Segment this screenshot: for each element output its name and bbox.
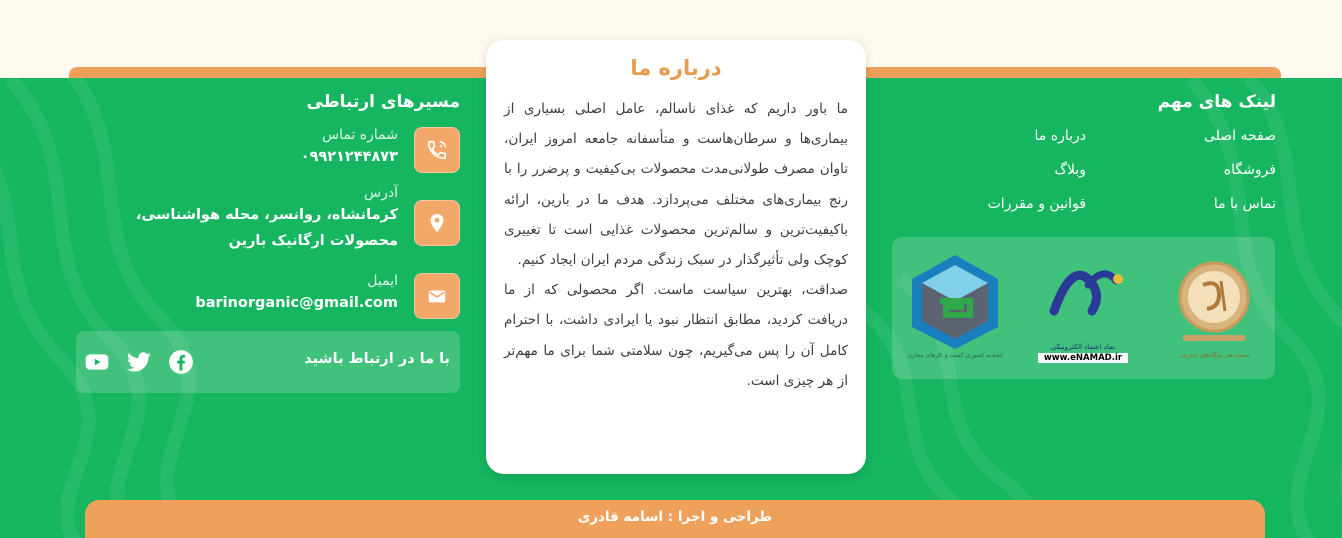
about-card — [486, 40, 866, 474]
social-box — [76, 331, 460, 393]
credit-text: طراحی و اجرا : اسامه قادری — [577, 509, 773, 525]
email-texts — [78, 272, 398, 316]
enamad-logo-icon — [1032, 251, 1134, 341]
etehadiye-badge[interactable] — [904, 251, 1006, 365]
links-grid — [964, 126, 1276, 214]
trust-badges-box — [892, 237, 1275, 379]
phone-value[interactable]: ۰۹۹۲۱۲۴۴۸۷۳ — [300, 149, 398, 165]
phone-icon — [426, 139, 448, 161]
link-blog[interactable]: وبلاگ — [1054, 162, 1086, 178]
social-label: با ما در ارتباط باشید — [304, 351, 450, 367]
samandehi-logo-icon — [1163, 251, 1265, 365]
contact-email — [76, 272, 460, 322]
contact-phone — [76, 126, 460, 176]
location-icon-box[interactable] — [414, 200, 460, 246]
address-texts — [78, 184, 398, 254]
etehadiye-logo-icon — [904, 251, 1006, 351]
link-rules[interactable]: قوانین و مقررات — [987, 196, 1086, 212]
enamad-line2: www.eNAMAD.ir — [1038, 353, 1128, 363]
enamad-line1: نماد اعتماد الکترونیکی — [1050, 343, 1116, 351]
link-shop[interactable]: فروشگاه — [1223, 162, 1276, 178]
phone-label: شماره تماس — [322, 127, 398, 143]
link-home[interactable]: صفحه اصلی — [1203, 128, 1276, 144]
important-links-section — [956, 92, 1276, 212]
phone-icon-box[interactable] — [414, 127, 460, 173]
mail-icon — [426, 285, 448, 307]
email-value[interactable]: barinorganic@gmail.com — [195, 295, 398, 311]
links-title: لینک های مهم — [1157, 92, 1276, 112]
link-contact[interactable]: تماس با ما — [1213, 196, 1276, 212]
facebook-icon[interactable] — [168, 349, 194, 375]
contact-title: مسیرهای ارتباطی — [306, 92, 460, 112]
location-pin-icon — [426, 212, 448, 234]
etehadiye-caption: اتحادیه کشوری کسب و کارهای مجازی — [907, 352, 1003, 359]
link-about[interactable]: درباره ما — [1034, 128, 1086, 144]
credit-bar — [85, 500, 1265, 538]
address-label: آدرس — [364, 185, 398, 201]
samandehi-badge[interactable] — [1163, 251, 1265, 365]
about-paragraph-2: صداقت، بهترین سیاست ماست. اگر محصولی که از ما دریافت کردید، مطابق انتظار نبود یا ایرادی داشت، با احترام کامل آن را پس می‌گیریم، چون سلامتی شما برای ما مهم‌تر از هر چیزی است. — [504, 282, 848, 389]
samandehi-caption: ساماندهی پایگاه‌های اینترنتی — [1178, 352, 1250, 359]
contact-address — [76, 184, 460, 254]
address-value: کرمانشاه، روانسر، محله هواشناسی، محصولات ارگانیک بارین — [135, 207, 398, 249]
phone-texts — [78, 126, 398, 170]
email-label: ایمیل — [367, 273, 398, 289]
email-icon-box[interactable] — [414, 273, 460, 319]
about-text — [504, 94, 848, 396]
youtube-icon[interactable] — [84, 349, 110, 375]
twitter-icon[interactable] — [126, 349, 152, 375]
enamad-badge[interactable] — [1032, 251, 1134, 365]
about-paragraph-1: ما باور داریم که غذای ناسالم، عامل اصلی بسیاری از بیماری‌ها و سرطان‌هاست و متأسفانه جامعه امروز ایران، تاوان مصرف طولانی‌مدت محصولات بی‌کیفیت و پرضرر را با رنج بیماری‌های مختلف می‌پردازد. هدف ما در بارین، ارائه باکیفیت‌ترین و سالم‌ترین محصولات غذایی است تا تغییری کوچک ولی تأثیرگذار در سبک زندگی مردم ایران ایجاد کنیم. — [504, 101, 848, 269]
about-title: درباره ما — [630, 56, 722, 80]
